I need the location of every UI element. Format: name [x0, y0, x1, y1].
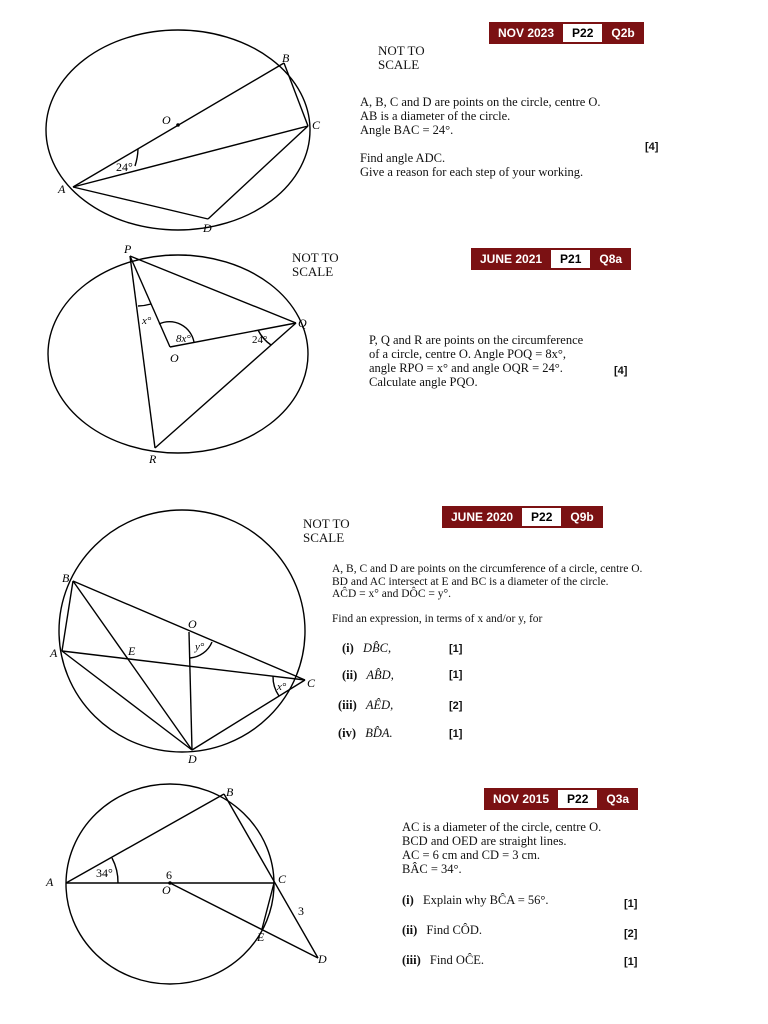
q4-label-c: C	[278, 872, 287, 886]
q2-label-q: Q	[298, 316, 307, 330]
q1-badge	[489, 22, 644, 44]
q3-label-d: D	[188, 752, 197, 766]
q2-label-p: P	[124, 242, 132, 256]
q1-text-line	[360, 137, 601, 151]
q2-text-line: Calculate angle PQO.	[369, 375, 478, 389]
q3-part-iv	[338, 726, 393, 741]
q4-label-b: B	[226, 785, 234, 799]
q4-part-ii-marks: [2]	[624, 928, 638, 940]
q3-part-iv-marks: [1]	[449, 728, 463, 740]
q1-chord-ad	[73, 187, 208, 219]
q3-circle-diagram	[0, 500, 330, 770]
q3-part-ii	[342, 668, 394, 683]
q1-text-line: AB is a diameter of the circle.	[360, 109, 511, 123]
q3-label-c: C	[307, 676, 316, 690]
q2-text-line: P, Q and R are points on the circumference	[369, 333, 584, 347]
q1-chord-ac	[73, 126, 308, 187]
q3-part-iii-marks: [2]	[449, 700, 463, 712]
q2-marks: [4]	[614, 365, 628, 377]
q1-label-a: A	[58, 182, 66, 196]
q2-text-line: angle RPO = x° and angle OQR = 24°.	[369, 361, 563, 375]
q3-nts-line: NOT TO	[303, 516, 350, 531]
q4-length-ac: 6	[166, 868, 172, 882]
q4-label-o: O	[162, 883, 171, 897]
q4-label-e: E	[257, 930, 265, 944]
q2-label-o: O	[170, 351, 179, 365]
question-1	[0, 0, 768, 240]
q1-not-to-scale	[378, 44, 425, 72]
q3-text-line: A, B, C and D are points on the circumference of a circle, centre O.	[332, 563, 643, 575]
q1-text-line: A, B, C and D are points on the circle, centre O.	[360, 95, 601, 109]
q4-label-a: A	[46, 875, 54, 889]
q3-text-line: AĈD = x° and DÔC = y°.	[332, 588, 451, 600]
q1-label-d: D	[203, 221, 212, 235]
q1-badge-session: NOV 2023	[489, 22, 563, 44]
q1-nts-line: NOT TO	[378, 43, 425, 58]
q1-label-o: O	[162, 113, 171, 127]
q4-part-text: Explain why BĈA = 56°.	[422, 893, 549, 907]
q4-part-num: (iii)	[402, 953, 421, 967]
q2-circle-diagram	[0, 240, 340, 470]
q3-label-e: E	[128, 644, 136, 658]
q2-badge-question: Q8a	[590, 248, 631, 270]
q3-part-num: (ii)	[342, 668, 358, 682]
q3-part-text: AÊD,	[365, 698, 394, 712]
q3-part-text: AB̂D,	[366, 668, 394, 682]
q3-nts-line: SCALE	[303, 530, 345, 545]
q3-chord-ab	[62, 581, 73, 651]
q3-part-iii	[338, 698, 393, 713]
q3-badge-session: JUNE 2020	[442, 506, 522, 528]
q4-badge-question: Q3a	[597, 788, 638, 810]
q3-text-line: BD and AC intersect at E and BC is a diameter of the circle.	[332, 575, 609, 588]
q4-part-i	[402, 893, 549, 908]
q2-not-to-scale	[292, 251, 339, 279]
q3-angle-x: x°	[277, 681, 287, 693]
q4-text-line: AC is a diameter of the circle, centre O.	[402, 820, 602, 834]
question-4	[0, 780, 768, 1010]
q2-text-line: of a circle, centre O. Angle POQ = 8x°,	[369, 347, 567, 361]
q4-part-iii	[402, 953, 484, 968]
q2-angle-8x: 8x°	[176, 333, 191, 345]
q3-chord-dc	[192, 680, 305, 750]
q4-text-line: BÂC = 34°.	[402, 862, 462, 876]
q4-part-iii-marks: [1]	[624, 956, 638, 968]
q4-chord-ab	[66, 794, 224, 883]
q1-circle	[46, 30, 310, 230]
q1-circle-diagram	[0, 0, 340, 240]
q1-chord-cd	[208, 126, 308, 219]
q3-text-line	[332, 601, 642, 614]
q4-label-d: D	[318, 952, 327, 966]
q3-text-line: Find an expression, in terms of x and/or y, for	[332, 613, 543, 625]
q3-part-text: DB̂C,	[362, 641, 392, 655]
q3-part-ii-marks: [1]	[449, 669, 463, 681]
q2-angle-x: x°	[142, 315, 152, 327]
q3-part-i-marks: [1]	[449, 643, 463, 655]
q2-nts-line: SCALE	[292, 264, 334, 279]
q2-badge-paper: P21	[551, 248, 590, 270]
q4-part-ii	[402, 923, 482, 938]
q4-text-line: BCD and OED are straight lines.	[402, 834, 567, 848]
q4-part-text: Find OĈE.	[429, 953, 485, 967]
q4-angle-arc	[112, 858, 118, 883]
q3-part-num: (iii)	[338, 698, 357, 712]
q1-text-line: Find angle ADC.	[360, 151, 446, 165]
q1-angle-label: 24°	[116, 160, 133, 174]
q3-part-num: (i)	[342, 641, 354, 655]
q2-angle-24: 24°	[252, 334, 268, 346]
q1-nts-line: SCALE	[378, 57, 420, 72]
q3-label-o: O	[188, 617, 197, 631]
q3-circle	[59, 510, 305, 752]
q3-label-b: B	[62, 571, 70, 585]
q3-chord-ac	[62, 651, 305, 680]
q4-part-num: (ii)	[402, 923, 418, 937]
q2-badge-session: JUNE 2021	[471, 248, 551, 270]
q1-question-text	[360, 95, 601, 179]
q1-badge-paper: P22	[563, 22, 602, 44]
q3-badge-question: Q9b	[561, 506, 602, 528]
q3-part-num: (iv)	[338, 726, 357, 740]
q2-label-r: R	[149, 452, 157, 466]
q4-question-text	[402, 820, 601, 876]
q2-badge	[471, 248, 631, 270]
q1-angle-arc	[135, 149, 138, 166]
question-2	[0, 240, 768, 470]
q4-badge-paper: P22	[558, 788, 597, 810]
q2-angle-arc-x	[138, 304, 151, 306]
q3-badge-paper: P22	[522, 506, 561, 528]
q2-question-text	[369, 333, 583, 389]
q4-badge	[484, 788, 638, 810]
q1-text-line: Give a reason for each step of your working.	[360, 165, 584, 179]
q1-text-line: Angle BAC = 24°.	[360, 123, 454, 137]
q2-nts-line: NOT TO	[292, 250, 339, 265]
q1-centre-dot	[176, 123, 180, 127]
q4-part-i-marks: [1]	[624, 898, 638, 910]
q4-circle-diagram	[0, 780, 350, 1010]
q3-badge	[442, 506, 603, 528]
q3-part-text: BD̂A.	[365, 726, 393, 740]
q1-label-b: B	[282, 51, 290, 65]
q1-chord-bc	[284, 63, 308, 126]
q4-part-num: (i)	[402, 893, 414, 907]
q4-chord-ce	[262, 883, 274, 929]
q4-angle-label: 34°	[96, 866, 113, 880]
q3-question-text	[332, 563, 642, 626]
q3-radius-od	[189, 632, 192, 750]
q4-text-line: AC = 6 cm and CD = 3 cm.	[402, 848, 541, 862]
question-3	[0, 500, 768, 770]
q3-label-a: A	[50, 646, 58, 660]
q3-angle-y: y°	[195, 641, 205, 653]
q1-marks: [4]	[645, 141, 659, 153]
q4-length-cd: 3	[298, 904, 304, 918]
q1-badge-question: Q2b	[602, 22, 643, 44]
q1-label-c: C	[312, 118, 321, 132]
q4-badge-session: NOV 2015	[484, 788, 558, 810]
q4-part-text: Find CÔD.	[426, 923, 482, 937]
q3-not-to-scale	[303, 517, 350, 545]
q3-part-i	[342, 641, 391, 656]
